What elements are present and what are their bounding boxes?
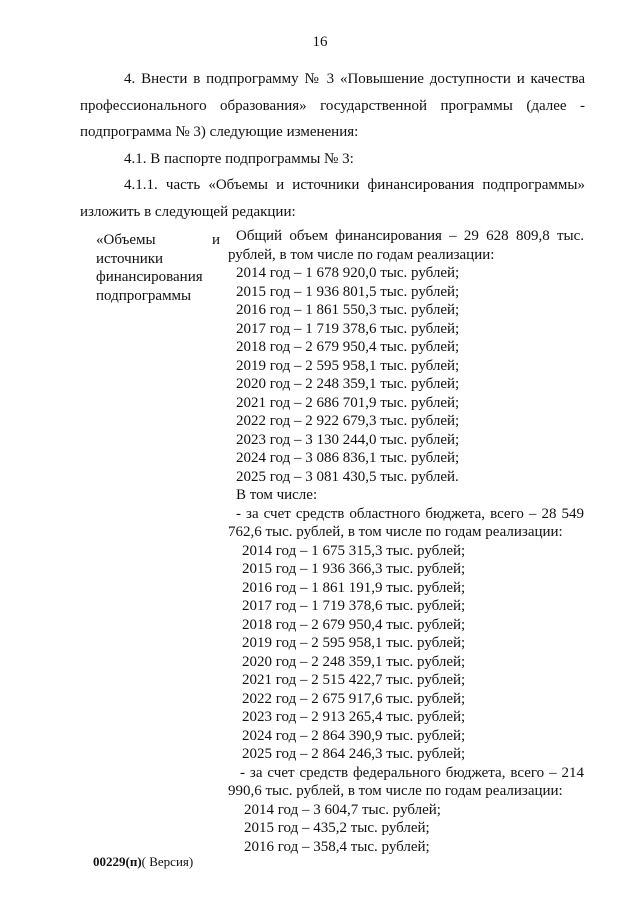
table-right-content xyxy=(228,227,584,856)
federal-year-row: 2015 год – 435,2 тыс. рублей; xyxy=(244,820,430,836)
total-funding-text: Общий объем финансирования – 29 628 809,8 тыс. рублей, в том числе по годам реализации: xyxy=(228,228,584,263)
regional-year-row: 2025 год – 2 864 246,3 тыс. рублей; xyxy=(242,746,466,762)
regional-year-row: 2018 год – 2 679 950,4 тыс. рублей; xyxy=(242,616,466,633)
document-footer xyxy=(93,854,193,870)
paragraph-4-1: 4.1. В паспорте подпрограммы № 3: xyxy=(124,151,354,167)
total-year-row: 2024 год – 3 086 836,1 тыс. рублей; xyxy=(236,450,460,466)
regional-year-row: 2017 год – 1 719 378,6 тыс. рублей; xyxy=(242,598,466,614)
regional-budget-text: - за счет средств областного бюджета, всего – 28 549 762,6 тыс. рублей, в том числе по годам реализации: xyxy=(228,505,584,540)
regional-year-row: 2020 год – 2 248 359,1 тыс. рублей; xyxy=(242,653,466,670)
regional-year-row: 2022 год – 2 675 917,6 тыс. рублей; xyxy=(242,690,466,707)
federal-year-row: 2016 год – 358,4 тыс. рублей; xyxy=(244,838,430,855)
total-year-row: 2016 год – 1 861 550,3 тыс. рублей; xyxy=(236,302,460,318)
total-year-row: 2021 год – 2 686 701,9 тыс. рублей; xyxy=(236,394,460,411)
page-number: 16 xyxy=(312,34,328,50)
document-code: 00229(п) xyxy=(93,854,142,869)
paragraph-4: 4. Внести в подпрограмму № 3 «Повышение доступности и качества профессионального образования» государственной программы (далее - подпрограмма № 3) следующие изменения: xyxy=(80,71,585,140)
total-year-row: 2023 год – 3 130 244,0 тыс. рублей; xyxy=(236,431,460,448)
regional-year-row: 2023 год – 2 913 265,4 тыс. рублей; xyxy=(242,709,466,725)
total-year-row: 2015 год – 1 936 801,5 тыс. рублей; xyxy=(236,283,460,300)
paragraph-4-1-1: 4.1.1. часть «Объемы и источники финансирования подпрограммы» изложить в следующей редакции: xyxy=(80,177,585,220)
total-year-row: 2022 год – 2 922 679,3 тыс. рублей; xyxy=(236,413,460,429)
document-version: ( Версия) xyxy=(141,854,194,869)
total-year-row: 2017 год – 1 719 378,6 тыс. рублей; xyxy=(236,320,460,337)
regional-year-row: 2014 год – 1 675 315,3 тыс. рублей; xyxy=(242,542,466,559)
total-year-row: 2020 год – 2 248 359,1 тыс. рублей; xyxy=(236,376,460,392)
total-year-row: 2018 год – 2 679 950,4 тыс. рублей; xyxy=(236,339,460,355)
regional-year-row: 2024 год – 2 864 390,9 тыс. рублей; xyxy=(242,727,466,744)
left-label-line: источники xyxy=(96,250,164,267)
federal-year-row: 2014 год – 3 604,7 тыс. рублей; xyxy=(244,801,441,818)
regional-year-row: 2015 год – 1 936 366,3 тыс. рублей; xyxy=(242,561,466,577)
left-label-line: «Объемы и xyxy=(96,232,220,248)
including-label: В том числе: xyxy=(236,487,318,503)
regional-year-row: 2021 год – 2 515 422,7 тыс. рублей; xyxy=(242,672,466,688)
total-year-row: 2025 год – 3 081 430,5 тыс. рублей. xyxy=(236,468,459,485)
left-label-line: подпрограммы xyxy=(96,287,192,304)
regional-year-row: 2016 год – 1 861 191,9 тыс. рублей; xyxy=(242,579,466,596)
table-left-label xyxy=(96,231,224,305)
total-year-row: 2014 год – 1 678 920,0 тыс. рублей; xyxy=(236,265,460,281)
total-year-row: 2019 год – 2 595 958,1 тыс. рублей; xyxy=(236,357,460,374)
federal-budget-text: - за счет средств федерального бюджета, всего – 214 990,6 тыс. рублей, в том числе по годам реализации: xyxy=(228,764,584,799)
left-label-line: финансирования xyxy=(96,269,203,285)
regional-year-row: 2019 год – 2 595 958,1 тыс. рублей; xyxy=(242,635,466,651)
